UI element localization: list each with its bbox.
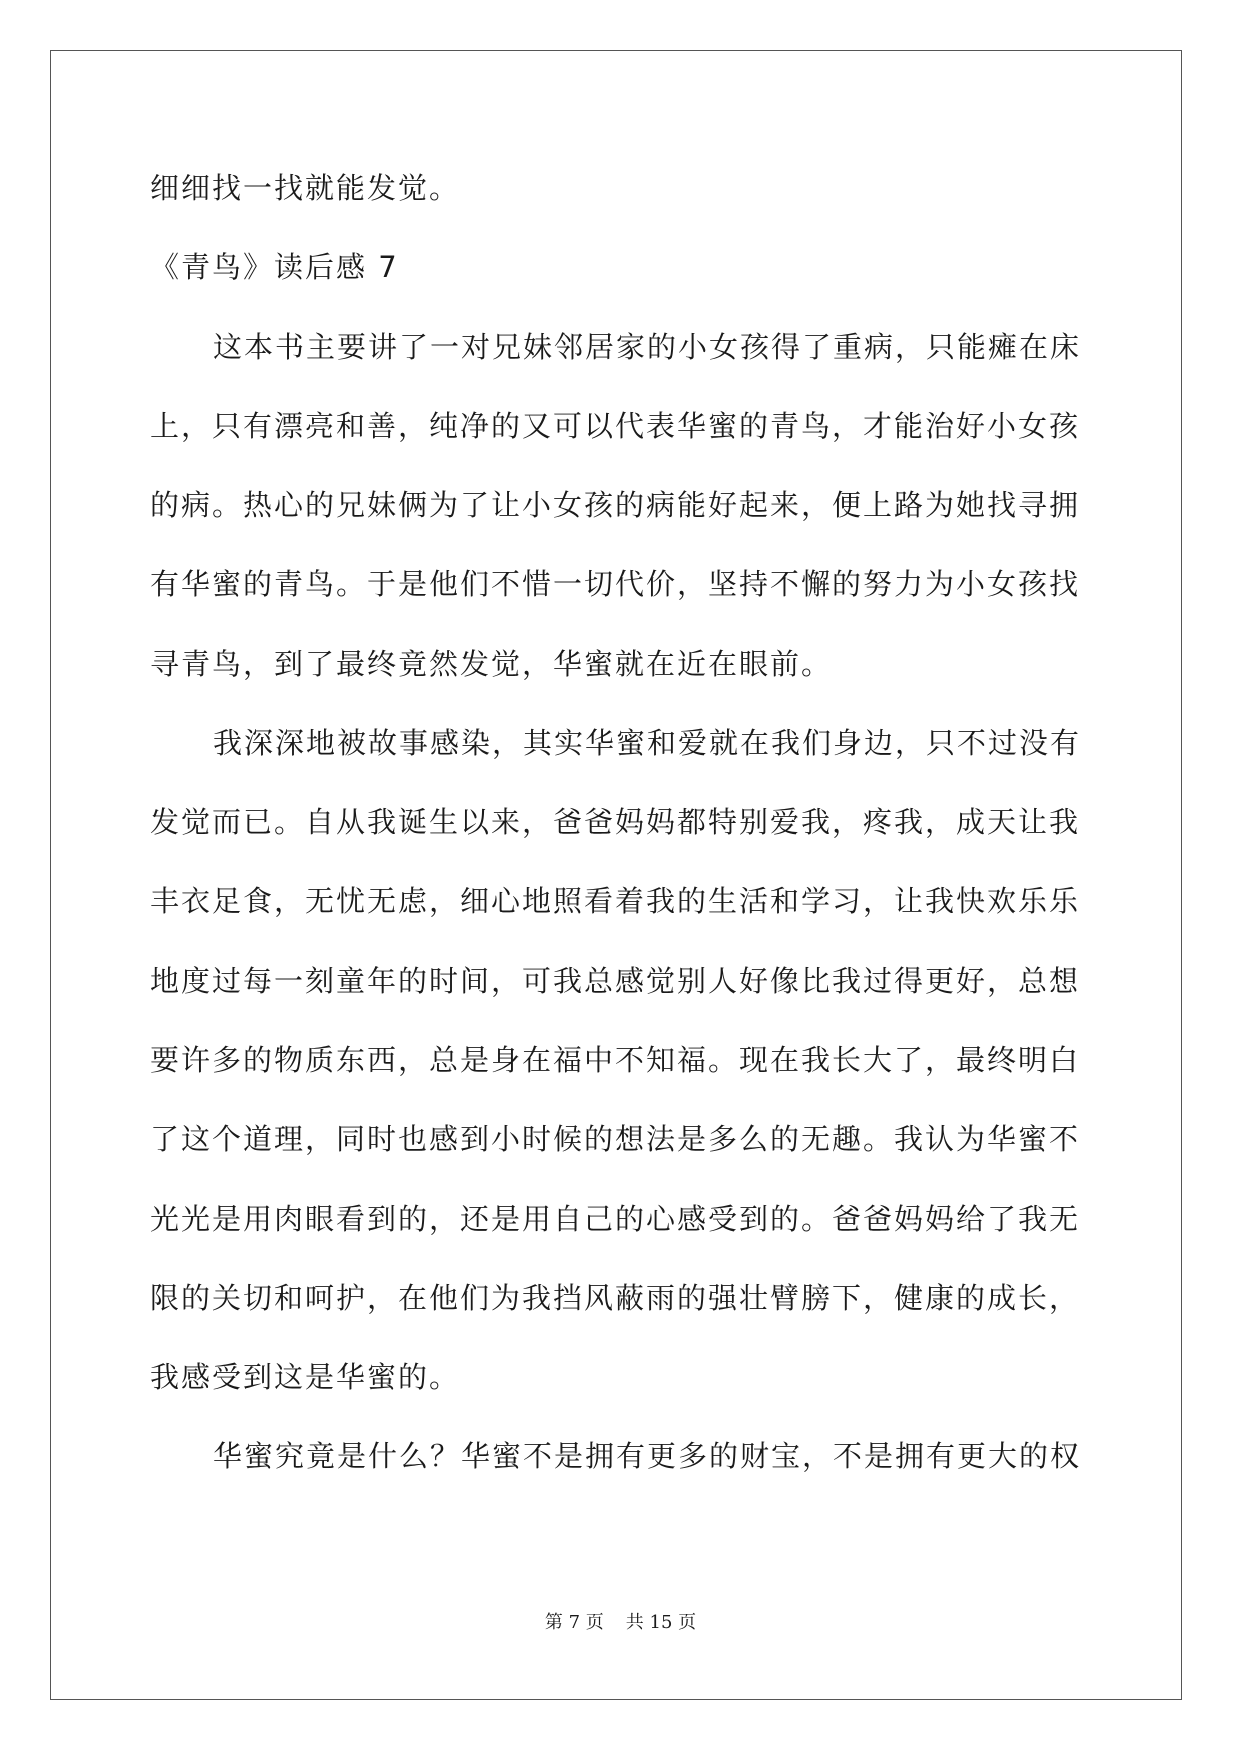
paragraph-line: 这本书主要讲了一对兄妹邻居家的小女孩得了重病，只能瘫在床	[213, 330, 1082, 364]
paragraph-line: 丰衣足食，无忧无虑，细心地照看着我的生活和学习，让我快欢乐乐	[150, 884, 1081, 918]
paragraph-line: 华蜜究竟是什么？华蜜不是拥有更多的财宝，不是拥有更大的权	[213, 1439, 1082, 1473]
paragraph-line: 上，只有漂亮和善，纯净的又可以代表华蜜的青鸟，才能治好小女孩	[150, 409, 1081, 443]
paragraph-line: 地度过每一刻童年的时间，可我总感觉别人好像比我过得更好，总想	[150, 964, 1081, 998]
paragraph-line: 限的关切和呵护，在他们为我挡风蔽雨的强壮臂膀下，健康的成长，	[150, 1281, 1081, 1315]
paragraph-line: 的病。热心的兄妹俩为了让小女孩的病能好起来，便上路为她找寻拥	[150, 488, 1081, 522]
page-footer	[0, 1608, 1241, 1634]
paragraph-line: 光光是用肉眼看到的，还是用自己的心感受到的。爸爸妈妈给了我无	[150, 1202, 1081, 1236]
section-title: 《青鸟》读后感 7	[150, 250, 399, 284]
paragraph-line: 寻青鸟，到了最终竟然发觉，华蜜就在近在眼前。	[150, 647, 833, 681]
page-number: 第 7 页	[544, 1612, 604, 1633]
page-total: 共 15 页	[625, 1612, 697, 1633]
paragraph-line: 我深深地被故事感染，其实华蜜和爱就在我们身边，只不过没有	[213, 726, 1082, 760]
paragraph-line: 了这个道理，同时也感到小时候的想法是多么的无趣。我认为华蜜不	[150, 1122, 1081, 1156]
paragraph-line: 发觉而已。自从我诞生以来，爸爸妈妈都特别爱我，疼我，成天让我	[150, 805, 1081, 839]
paragraph-line: 要许多的物质东西，总是身在福中不知福。现在我长大了，最终明白	[150, 1043, 1081, 1077]
text-line: 细细找一找就能发觉。	[150, 171, 461, 205]
paragraph-line: 有华蜜的青鸟。于是他们不惜一切代价，坚持不懈的努力为小女孩找	[150, 567, 1081, 601]
paragraph-line: 我感受到这是华蜜的。	[150, 1360, 461, 1394]
